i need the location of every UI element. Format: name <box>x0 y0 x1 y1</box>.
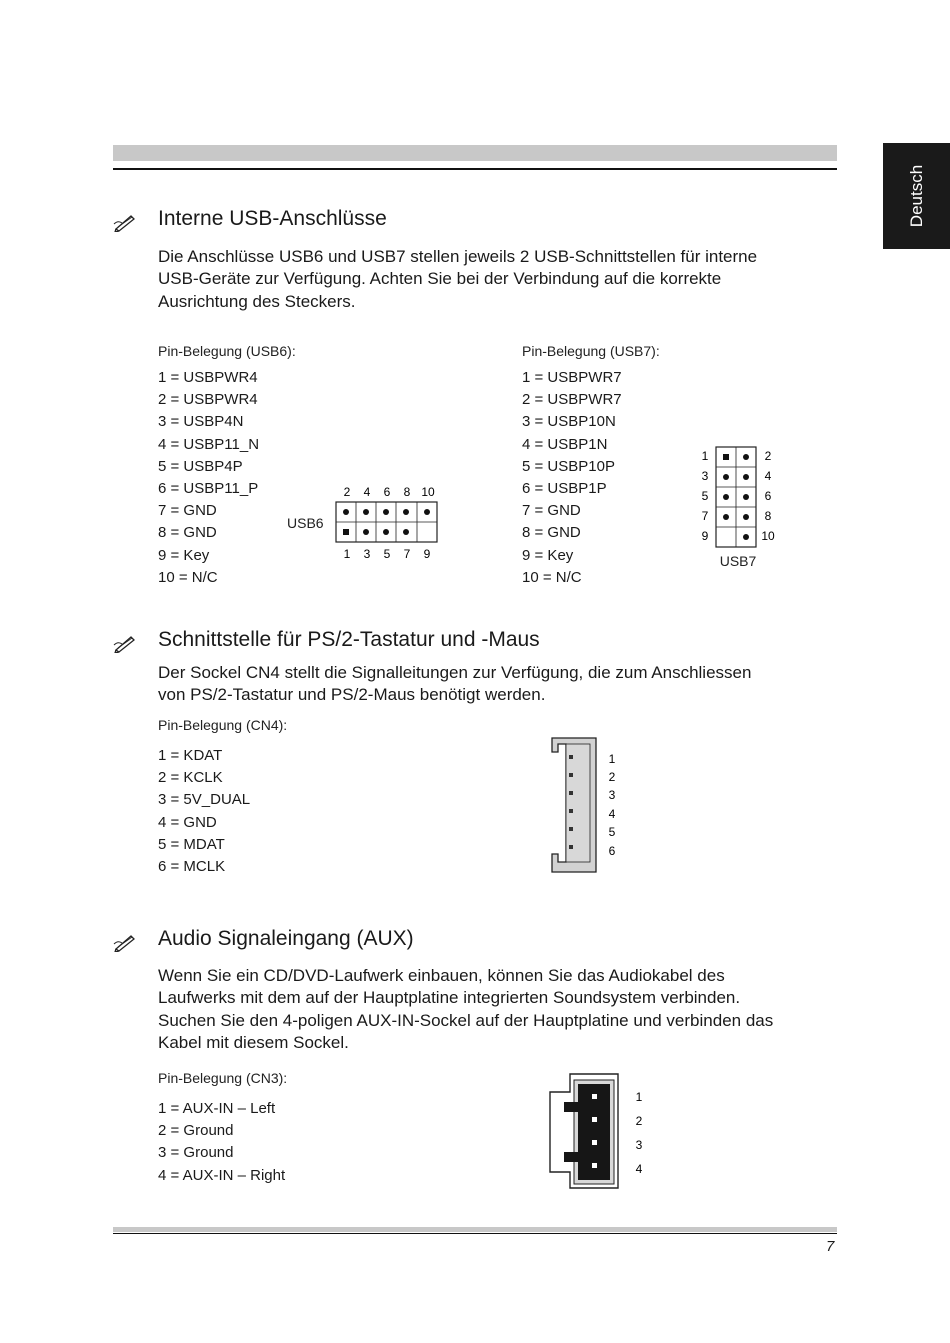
usb7-caption: Pin-Belegung (USB7): <box>522 343 660 359</box>
footer-bar <box>113 1227 837 1232</box>
pin-number: 3 <box>701 469 709 483</box>
body-line: Der Sockel CN4 stellt die Signalleitungen zur Verfügung, die zum Anschliessen <box>158 663 752 682</box>
pin-number: 6 <box>608 844 616 858</box>
header-rule <box>113 168 837 170</box>
pin-item: 2 = USBPWR7 <box>522 391 622 409</box>
pin-item: 3 = Ground <box>158 1144 234 1162</box>
pin-number: 2 <box>635 1114 643 1128</box>
cn3-caption: Pin-Belegung (CN3): <box>158 1070 288 1086</box>
usb6-pin-list <box>158 367 259 589</box>
page-number: 7 <box>826 1238 835 1255</box>
pencil-icon <box>113 210 137 232</box>
cn4-connector-diagram <box>546 734 626 879</box>
pin-item: 3 = USBP10N <box>522 413 616 431</box>
pin-number: 2 <box>343 485 351 499</box>
language-tab-label: Deutsch <box>906 164 926 228</box>
pin-item: 6 = USBP1P <box>522 480 607 498</box>
usb7-label: USB7 <box>719 553 757 569</box>
pin-item: 7 = GND <box>522 502 581 520</box>
pin-item: 1 = USBPWR7 <box>522 369 622 386</box>
body-line: Wenn Sie ein CD/DVD-Laufwerk einbauen, können Sie das Audiokabel des <box>158 966 725 985</box>
pin-number: 5 <box>608 825 616 839</box>
pin-number: 2 <box>608 770 616 784</box>
body-line: Kabel mit diesem Sockel. <box>158 1033 349 1053</box>
pin-item: 5 = USBP10P <box>522 457 615 475</box>
section-title-aux: Audio Signaleingang (AUX) <box>158 927 414 950</box>
pin-number: 1 <box>608 752 616 766</box>
pin-number: 1 <box>635 1090 643 1104</box>
usb6-header-diagram <box>284 480 444 565</box>
pin-number: 3 <box>635 1138 643 1152</box>
pin-item: 2 = KCLK <box>158 769 223 787</box>
pin-item: 1 = KDAT <box>158 747 223 764</box>
pin-number: 3 <box>363 547 371 561</box>
pin-item: 2 = Ground <box>158 1122 234 1140</box>
pin-item: 7 = GND <box>158 502 217 520</box>
body-line: Suchen Sie den 4-poligen AUX-IN-Sockel auf der Hauptplatine und verbinden das <box>158 1010 774 1030</box>
pin-item: 4 = USBP1N <box>522 435 608 453</box>
section-body-ps2 <box>158 662 848 707</box>
pin-item: 4 = GND <box>158 813 217 831</box>
pin-number: 8 <box>764 509 772 523</box>
pin-number: 10 <box>421 485 435 499</box>
pin-number: 6 <box>383 485 391 499</box>
section-body-aux <box>158 965 848 1055</box>
pin-item: 6 = USBP11_P <box>158 480 259 498</box>
cn4-caption: Pin-Belegung (CN4): <box>158 717 288 733</box>
pin-number: 4 <box>608 807 616 821</box>
usb6-label: USB6 <box>287 515 324 531</box>
body-line: USB-Geräte zur Verfügung. Achten Sie bei der Verbindung auf die korrekte <box>158 269 722 289</box>
pin-item: 10 = N/C <box>522 568 582 586</box>
language-tab <box>883 143 950 249</box>
usb7-pin-list <box>522 367 622 589</box>
pin-number: 7 <box>701 509 709 523</box>
pin-item: 1 = USBPWR4 <box>158 369 258 386</box>
pin-number: 9 <box>423 547 431 561</box>
body-line: Laufwerks mit dem auf der Hauptplatine integrierten Soundsystem verbinden. <box>158 988 741 1008</box>
pin-number: 5 <box>383 547 391 561</box>
section-body-usb <box>158 246 848 313</box>
section-title-ps2: Schnittstelle für PS/2-Tastatur und -Maus <box>158 628 540 651</box>
pin-number: 4 <box>363 485 371 499</box>
footer-rule <box>113 1233 837 1234</box>
body-line: Ausrichtung des Steckers. <box>158 291 356 311</box>
pin-number: 3 <box>608 788 616 802</box>
usb7-header-diagram <box>696 442 786 572</box>
pin-number: 6 <box>764 489 772 503</box>
pin-item: 4 = AUX-IN – Right <box>158 1166 286 1184</box>
pin-item: 1 = AUX-IN – Left <box>158 1100 276 1117</box>
pin-number: 1 <box>701 449 709 463</box>
pin-number: 5 <box>701 489 709 503</box>
pin-item: 10 = N/C <box>158 568 218 586</box>
pin-number: 1 <box>343 547 351 561</box>
pin-item: 4 = USBP11_N <box>158 435 260 453</box>
pin-number: 2 <box>764 449 772 463</box>
pin-item: 6 = MCLK <box>158 858 226 876</box>
pin-item: 2 = USBPWR4 <box>158 391 258 409</box>
header-bar <box>113 145 837 161</box>
body-line: von PS/2-Tastatur und PS/2-Maus benötigt werden. <box>158 685 546 705</box>
body-line: Die Anschlüsse USB6 und USB7 stellen jeweils 2 USB-Schnittstellen für interne <box>158 247 758 266</box>
pin-number: 7 <box>403 547 411 561</box>
pin-item: 3 = 5V_DUAL <box>158 791 251 809</box>
pin-item: 5 = MDAT <box>158 835 225 853</box>
pin-number: 4 <box>635 1162 643 1176</box>
pencil-icon <box>113 631 137 653</box>
pin-number: 4 <box>764 469 772 483</box>
pin-item: 8 = GND <box>522 524 581 542</box>
pin-item: 3 = USBP4N <box>158 413 244 431</box>
cn4-pin-list <box>158 745 250 878</box>
pencil-icon <box>113 930 137 952</box>
pin-number: 8 <box>403 485 411 499</box>
pin-number: 9 <box>701 529 709 543</box>
pin-number: 10 <box>761 529 775 543</box>
pin-item: 9 = Key <box>522 546 574 564</box>
usb6-caption: Pin-Belegung (USB6): <box>158 343 296 359</box>
section-title-usb: Interne USB-Anschlüsse <box>158 207 387 230</box>
cn3-pin-list <box>158 1098 285 1187</box>
pin-item: 5 = USBP4P <box>158 457 243 475</box>
pin-item: 8 = GND <box>158 524 217 542</box>
cn3-connector-diagram <box>544 1072 654 1194</box>
pin-item: 9 = Key <box>158 546 210 564</box>
